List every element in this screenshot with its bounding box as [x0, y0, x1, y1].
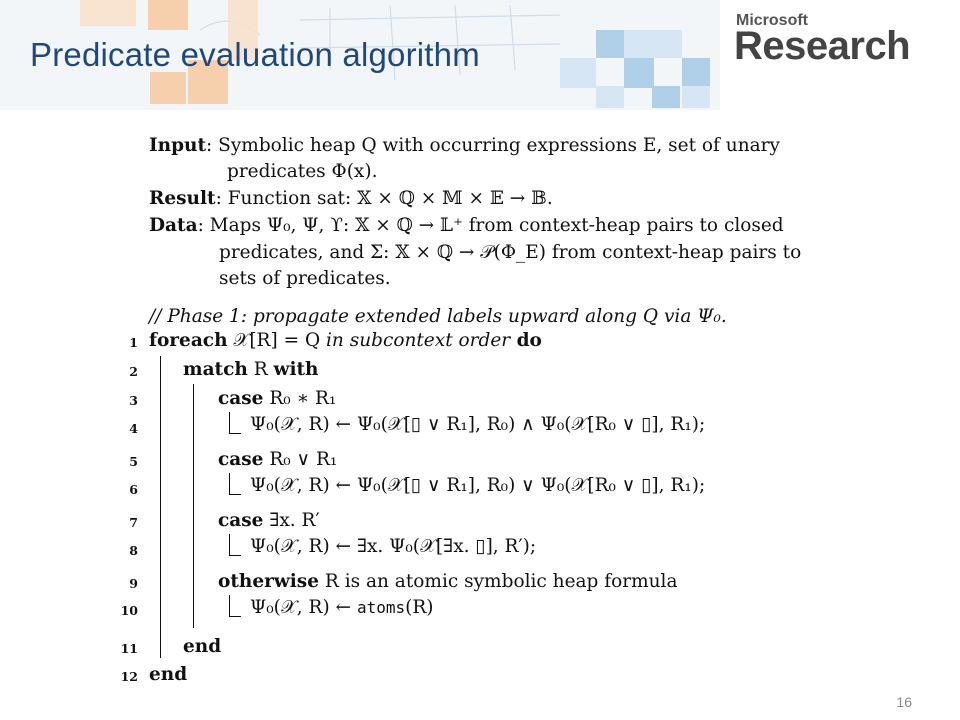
phase-comment: // Phase 1: propagate extended labels upward along Q via Ψ₀.	[149, 306, 727, 327]
hook-horizontal	[229, 494, 241, 495]
line-text: R₀ ∨ R₁	[263, 449, 338, 470]
result-label: Result	[149, 188, 216, 209]
line-number: 3	[129, 393, 138, 408]
keyword: with	[273, 359, 319, 380]
algo-line-5	[218, 449, 337, 470]
algo-line-9	[218, 571, 678, 592]
hook-horizontal	[229, 616, 241, 617]
data-text-3: sets of predicates.	[219, 268, 391, 289]
line-number: 8	[129, 543, 138, 558]
line-number: 2	[129, 364, 138, 379]
line-text-tail: (R)	[405, 597, 434, 618]
input-line	[149, 135, 780, 156]
hook-vertical	[229, 412, 230, 434]
input-text-2: predicates Φ(x).	[227, 161, 378, 182]
line-number: 11	[120, 641, 138, 656]
keyword: end	[149, 664, 188, 685]
line-number: 1	[129, 335, 138, 350]
line-number: 4	[129, 421, 138, 436]
line-text: Ψ₀(𝒳, R) ←	[250, 597, 357, 618]
logo-research: Research	[734, 24, 911, 68]
logo-microsoft: Microsoft	[736, 12, 808, 29]
keyword: match	[183, 359, 248, 380]
keyword: foreach	[149, 330, 228, 351]
keyword: case	[218, 388, 264, 409]
hook-vertical	[229, 473, 230, 495]
algo-line-12	[149, 664, 187, 685]
line-text: 𝒳[R] = Q	[227, 330, 326, 351]
algo-line-1	[149, 330, 542, 351]
line-number: 5	[129, 454, 138, 469]
result-text: : Function sat: 𝕏 × ℚ × 𝕄 × 𝔼 → 𝔹.	[215, 188, 553, 209]
slide-title: Predicate evaluation algorithm	[30, 36, 480, 73]
result-line	[149, 188, 553, 209]
algo-line-4: Ψ₀(𝒳, R) ← Ψ₀(𝒳[▯ ∨ R₁], R₀) ∧ Ψ₀(𝒳[R₀ ∨ ▯], R₁);	[250, 414, 706, 435]
algo-line-6: Ψ₀(𝒳, R) ← Ψ₀(𝒳[▯ ∨ R₁], R₀) ∨ Ψ₀(𝒳[R₀ ∨ ▯], R₁);	[250, 475, 706, 496]
line-text: R is an atomic symbolic heap formula	[319, 571, 678, 592]
algo-line-3	[218, 388, 336, 409]
data-label: Data	[149, 215, 198, 236]
data-text-1: : Maps Ψ₀, Ψ, ϒ: 𝕏 × ℚ → 𝕃⁺ from context-heap pairs to closed	[197, 215, 784, 236]
keyword: case	[218, 510, 264, 531]
hook-vertical	[229, 534, 230, 556]
hook-horizontal	[229, 433, 241, 434]
line-number: 12	[120, 669, 138, 684]
line-text: R	[247, 359, 274, 380]
line-number: 7	[129, 515, 138, 530]
algo-line-10	[250, 597, 434, 618]
line-number: 10	[120, 603, 138, 618]
line-text: ∃x. R′	[263, 510, 320, 531]
keyword: do	[510, 330, 542, 351]
keyword: end	[183, 636, 222, 657]
line-italic: in subcontext order	[326, 330, 511, 351]
line-number: 9	[129, 576, 138, 591]
page-number: 16	[896, 694, 912, 710]
hook-horizontal	[229, 555, 241, 556]
hook-vertical	[229, 595, 230, 617]
algo-line-7	[218, 510, 320, 531]
block-bar-match	[193, 384, 194, 628]
atoms-function: atoms	[356, 598, 406, 617]
keyword: case	[218, 449, 264, 470]
data-text-2: predicates, and Σ: 𝕏 × ℚ → 𝒫(Φ_E) from context-heap pairs to	[219, 242, 802, 263]
input-label: Input	[149, 135, 207, 156]
input-text-1: : Symbolic heap Q with occurring expressions E, set of unary	[206, 135, 780, 156]
keyword: otherwise	[218, 571, 319, 592]
block-bar-foreach	[160, 356, 161, 658]
algo-line-2	[183, 359, 318, 380]
algo-line-11	[183, 636, 221, 657]
data-line	[149, 215, 784, 236]
line-number: 6	[129, 482, 138, 497]
algo-line-8: Ψ₀(𝒳, R) ← ∃x. Ψ₀(𝒳[∃x. ▯], R′);	[250, 536, 537, 557]
line-text: R₀ ∗ R₁	[263, 388, 337, 409]
